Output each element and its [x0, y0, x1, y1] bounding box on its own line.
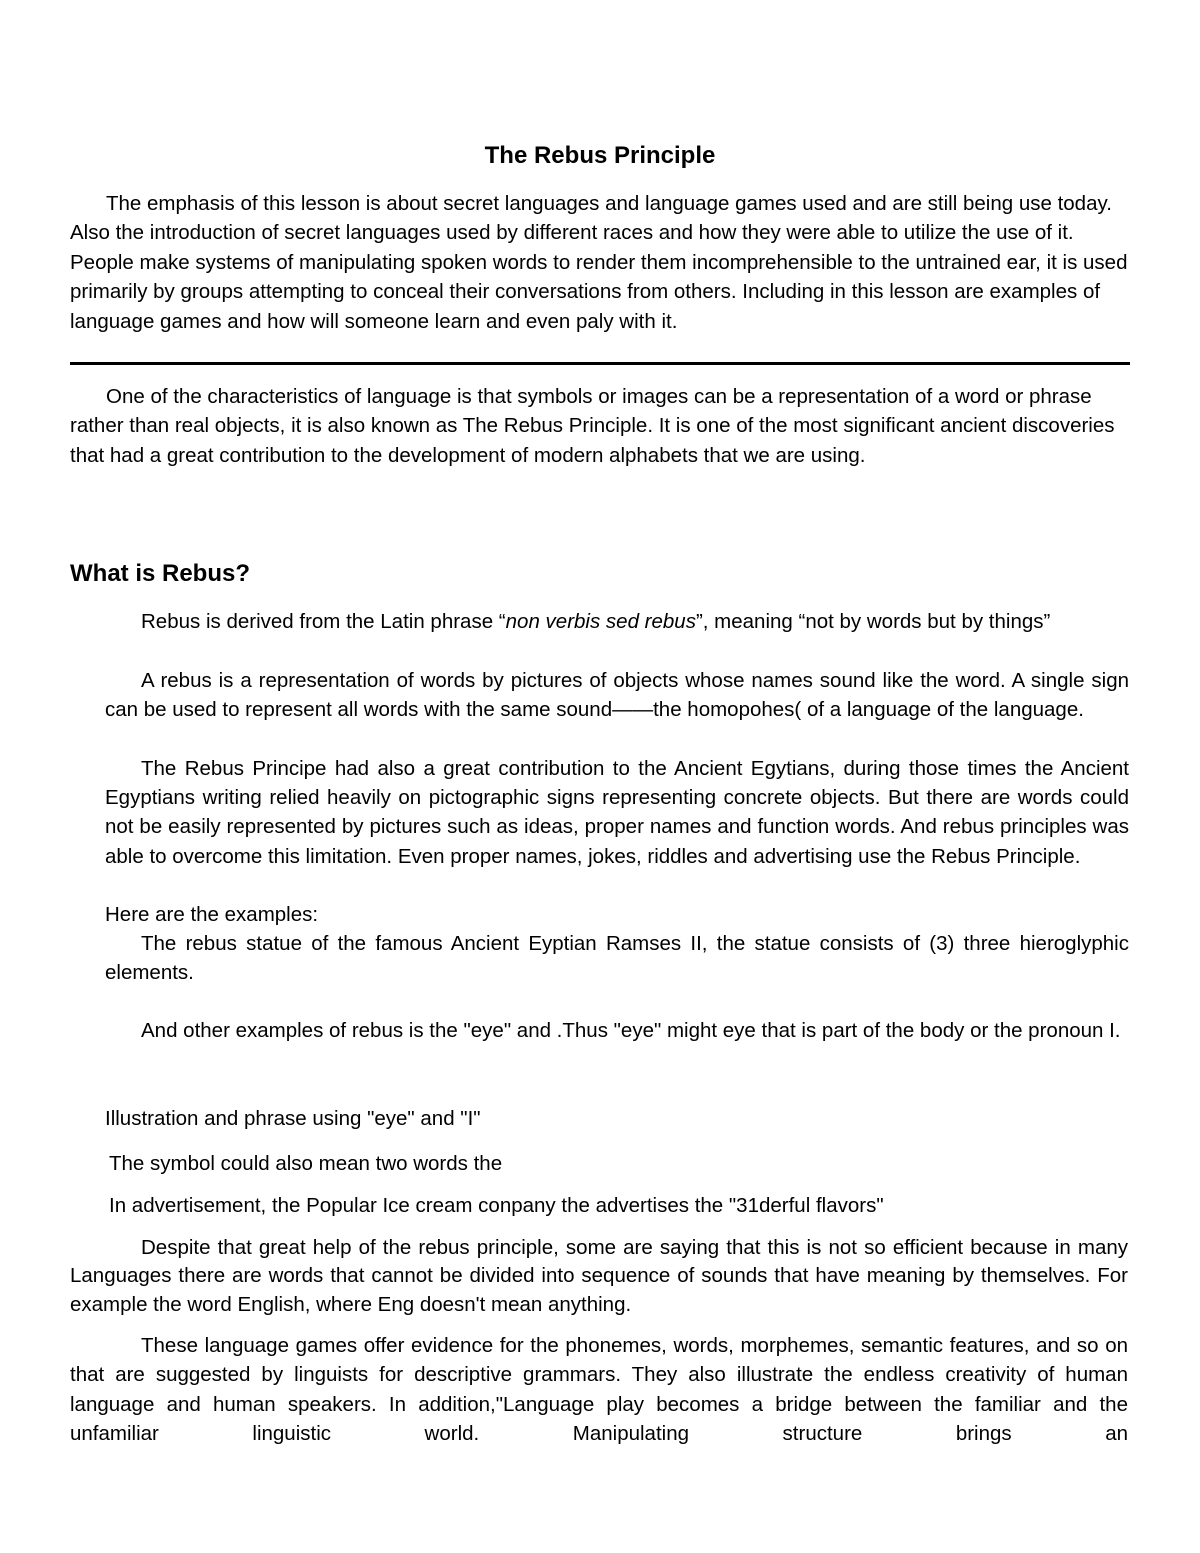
- section-divider: [70, 362, 1130, 365]
- document-title: The Rebus Principle: [484, 142, 716, 169]
- latin-phrase: non verbis sed rebus: [505, 610, 696, 633]
- ramses-paragraph: The rebus statue of the famous Ancient Eyptian Ramses II, the statue consists of (3) three hieroglyphic elements.: [105, 932, 1129, 985]
- rebus-definition-text: Rebus is derived from the Latin phrase “: [141, 610, 506, 633]
- advertisement-line: In advertisement, the Popular Ice cream conpany the advertises the "31derful flavors": [109, 1194, 884, 1217]
- language-games-paragraph: These language games offer evidence for the phonemes, words, morphemes, semantic features, and so on that are suggested by linguists for descriptive grammars. They also illustrate the endless creativity of human language and human speakers. In addition,"Language play becomes a bridge between the familiar and the unfamiliar linguistic world. Manipulating structure brings an: [70, 1334, 1128, 1446]
- rebus-definition-meaning: ”, meaning “not by words but by things”: [695, 610, 1051, 633]
- intro-paragraph: One of the characteristics of language is that symbols or images can be a representation of a word or phrase rather than real objects, it is also known as The Rebus Principle. It is one of the most significant ancient discoveries that had a great contribution to the development of modern alphabets that we are using.: [70, 385, 1115, 467]
- section-heading: What is Rebus?: [70, 560, 251, 587]
- eye-example-paragraph: And other examples of rebus is the "eye" and .Thus "eye" might eye that is part of the body or the pronoun I.: [141, 1019, 1121, 1042]
- rebus-representation-paragraph: A rebus is a representation of words by pictures of objects whose names sound like the word. A single sign can be used to represent all words with the same sound——the homopohes( of a language of the language.: [105, 669, 1129, 722]
- symbol-line: The symbol could also mean two words the: [109, 1152, 503, 1175]
- egyptians-paragraph: The Rebus Principe had also a great contribution to the Ancient Egytians, during those times the Ancient Egyptians writing relied heavily on pictographic signs representing concrete objects. But there are words could not be easily represented by pictures such as ideas, proper names and function words. And rebus principles was able to overcome this limitation. Even proper names, jokes, riddles and advertising use the Rebus Principle.: [105, 757, 1129, 868]
- abstract-paragraph: The emphasis of this lesson is about secret languages and language games used and are still being use today. Also the introduction of secret languages used by different races and how they were able to utilize the use of it. People make systems of manipulating spoken words to render them incomprehensible to the untrained ear, it is used primarily by groups attempting to conceal their conversations from others. Including in this lesson are examples of language games and how will someone learn and even paly with it.: [70, 192, 1128, 333]
- illustration-caption: Illustration and phrase using "eye" and "I": [105, 1107, 481, 1130]
- examples-intro: Here are the examples:: [105, 903, 319, 926]
- despite-paragraph: Despite that great help of the rebus principle, some are saying that this is not so efficient because in many Languages there are words that cannot be divided into sequence of sounds that have meaning by themselves. For example the word English, where Eng doesn't mean anything.: [70, 1236, 1128, 1316]
- rebus-definition-paragraph: [105, 607, 1129, 636]
